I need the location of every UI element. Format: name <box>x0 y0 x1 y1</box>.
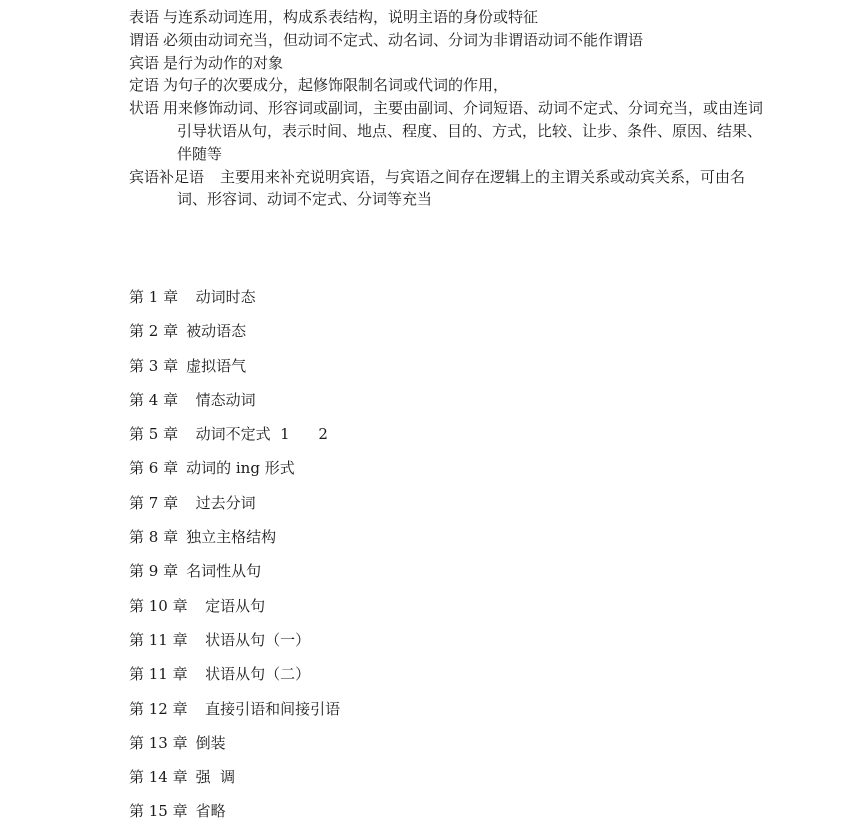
chapter-title: 强 调 <box>195 768 236 787</box>
chapter-list <box>129 286 340 835</box>
definition-term: 宾语 <box>129 53 160 72</box>
chapter-number: 第 9 章 <box>129 562 179 581</box>
chapter-item <box>129 355 340 389</box>
chapter-title: 省略 <box>195 802 226 821</box>
chapter-item <box>129 320 340 354</box>
chapter-number: 第 15 章 <box>129 802 188 821</box>
chapter-item <box>129 526 340 560</box>
chapter-number: 第 12 章 <box>129 699 188 718</box>
chapter-title: 定语从句 <box>195 596 266 615</box>
chapter-item <box>129 560 340 594</box>
chapter-title: 动词不定式 1 2 <box>186 425 328 444</box>
chapter-item <box>129 423 340 457</box>
chapter-title: 名词性从句 <box>186 562 262 581</box>
definition-text: 必须由动词充当，但动词不定式、动名词、分词为非谓语动词不能作谓语 <box>163 30 644 49</box>
chapter-title: 倒装 <box>195 733 226 752</box>
chapter-number: 第 6 章 <box>129 459 179 478</box>
document-page <box>129 6 769 211</box>
chapter-number: 第 11 章 <box>129 630 188 649</box>
chapter-item <box>129 492 340 526</box>
chapter-item <box>129 595 340 629</box>
definition-item <box>129 166 769 212</box>
definition-text: 是行为动作的对象 <box>163 53 284 72</box>
chapter-number: 第 11 章 <box>129 665 188 684</box>
chapter-title: 虚拟语气 <box>186 356 247 375</box>
chapter-number: 第 13 章 <box>129 733 188 752</box>
definition-item <box>129 74 769 97</box>
chapter-number: 第 14 章 <box>129 768 188 787</box>
chapter-title: 动词时态 <box>186 288 256 306</box>
definition-text: 主要用来补充说明宾语，与宾语之间存在逻辑上的主谓关系或动宾关系，可由名词、形容词、动词不定式、分词等充当 <box>177 167 746 209</box>
definition-text: 与连系动词连用，构成系表结构，说明主语的身份或特征 <box>163 8 539 26</box>
definition-term: 谓语 <box>129 30 160 49</box>
chapter-number: 第 4 章 <box>129 390 179 409</box>
definition-item <box>129 29 769 52</box>
chapter-number: 第 7 章 <box>129 493 179 512</box>
definition-item <box>129 6 769 29</box>
chapter-item <box>129 732 340 766</box>
definition-item <box>129 97 769 165</box>
chapter-item <box>129 663 340 697</box>
definition-term: 宾语补足语 <box>129 167 205 186</box>
chapter-item <box>129 457 340 491</box>
chapter-title: 状语从句（一） <box>195 630 311 649</box>
chapter-title: 独立主格结构 <box>186 528 277 547</box>
chapter-item <box>129 766 340 800</box>
chapter-item <box>129 389 340 423</box>
chapter-title: 状语从句（二） <box>195 665 311 684</box>
chapter-title: 过去分词 <box>186 493 256 512</box>
chapter-number: 第 1 章 <box>129 288 179 306</box>
definition-term: 表语 <box>129 8 160 26</box>
chapter-title: 动词的 ing 形式 <box>186 459 295 478</box>
chapter-number: 第 8 章 <box>129 528 179 547</box>
chapter-number: 第 5 章 <box>129 425 179 444</box>
chapter-item <box>129 286 340 320</box>
chapter-item <box>129 800 340 834</box>
definition-item <box>129 52 769 75</box>
definition-term: 定语 <box>129 76 160 95</box>
chapter-title: 被动语态 <box>186 322 247 341</box>
chapter-number: 第 3 章 <box>129 356 179 375</box>
definition-text: 用来修饰动词、形容词或副词，主要由副词、介词短语、动词不定式、分词充当，或由连词引导状语从句，表示时间、地点、程度、目的、方式，比较、让步、条件、原因、结果、伴随等 <box>163 99 764 163</box>
chapter-item <box>129 629 340 663</box>
definitions-list <box>129 6 769 211</box>
definition-term: 状语 <box>129 99 160 118</box>
chapter-title: 情态动词 <box>186 390 256 409</box>
chapter-item <box>129 698 340 732</box>
chapter-number: 第 2 章 <box>129 322 179 341</box>
definition-text: 为句子的次要成分，起修饰限制名词或代词的作用， <box>163 76 509 95</box>
chapter-title: 直接引语和间接引语 <box>195 699 341 718</box>
chapter-number: 第 10 章 <box>129 596 188 615</box>
